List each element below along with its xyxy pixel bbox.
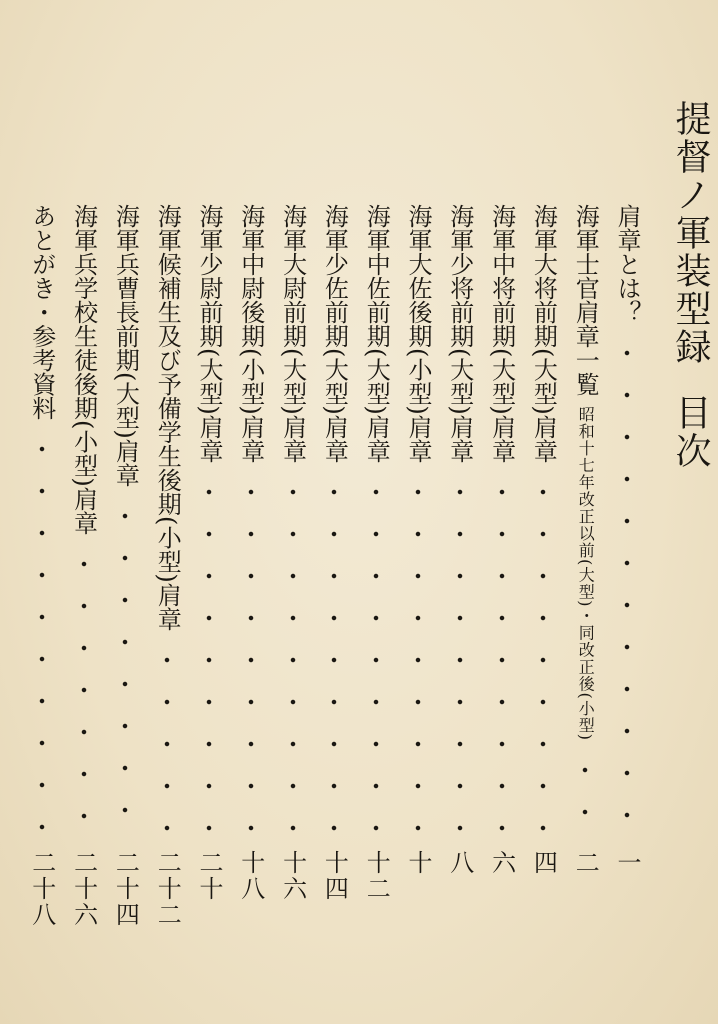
toc-entry[interactable] xyxy=(523,204,563,934)
dot-leader xyxy=(356,471,396,844)
entry-label: あとがき・参考資料 xyxy=(27,204,56,420)
dot-leader xyxy=(22,428,62,844)
dot-leader xyxy=(314,471,354,844)
page-number: 十六 xyxy=(278,850,307,902)
page-number: 二 xyxy=(571,850,600,876)
page-number: 八 xyxy=(445,850,474,876)
page-number: 二十 xyxy=(195,850,223,902)
dot-leader xyxy=(273,471,313,844)
toc-entry[interactable] xyxy=(231,204,271,934)
page-number: 二十四 xyxy=(111,850,140,928)
entry-label: 海軍中尉後期(小型)肩章 xyxy=(236,204,265,463)
entry-label: 海軍中将前期(大型)肩章 xyxy=(487,204,516,463)
dot-leader xyxy=(64,543,104,844)
entry-note: 昭和十七年改正以前(大型)・同改正後(小型) xyxy=(576,406,596,741)
toc-entry[interactable] xyxy=(314,204,354,934)
dot-leader xyxy=(523,471,563,844)
dot-leader xyxy=(565,749,605,844)
dot-leader xyxy=(189,471,229,844)
entry-label: 海軍士官肩章一覧 xyxy=(571,204,600,396)
title-main: 提督ノ軍装型録 xyxy=(670,100,711,366)
dot-leader xyxy=(398,471,438,844)
entry-label: 海軍少尉前期(大型)肩章 xyxy=(195,204,223,463)
page-number: 二十六 xyxy=(69,850,98,928)
entry-label: 海軍候補生及び予備学生後期(小型)肩章 xyxy=(153,204,182,631)
dot-leader xyxy=(231,471,271,844)
toc-entry[interactable] xyxy=(356,204,396,934)
toc-entry[interactable] xyxy=(273,204,313,934)
page-number: 二十八 xyxy=(27,850,56,928)
entry-label: 海軍中佐前期(大型)肩章 xyxy=(362,204,391,463)
page-number: 十八 xyxy=(236,850,265,902)
dot-leader xyxy=(105,495,145,844)
page-number: 十二 xyxy=(362,850,391,902)
entry-label: 海軍大尉前期(大型)肩章 xyxy=(278,204,307,463)
page-number: 四 xyxy=(529,850,558,876)
toc-entry[interactable] xyxy=(565,204,605,934)
toc-entry[interactable] xyxy=(440,204,480,934)
page-number: 十 xyxy=(404,850,432,876)
dot-leader xyxy=(607,332,647,844)
dot-leader xyxy=(147,639,187,844)
page-number: 一 xyxy=(613,850,641,876)
entry-label: 海軍少佐前期(大型)肩章 xyxy=(320,204,349,463)
entry-label: 肩章とは？ xyxy=(613,204,641,324)
page-title xyxy=(668,100,712,470)
toc-entry[interactable] xyxy=(22,204,62,934)
page-number: 十四 xyxy=(320,850,349,902)
toc-entry[interactable] xyxy=(607,204,647,934)
toc-entry[interactable] xyxy=(482,204,522,934)
entry-label: 海軍大将前期(大型)肩章 xyxy=(529,204,558,463)
toc-entry[interactable] xyxy=(64,204,104,934)
toc-entry[interactable] xyxy=(105,204,145,934)
entry-label: 海軍兵曹長前期(大型)肩章 xyxy=(111,204,140,487)
entry-label: 海軍兵学校生徒後期(小型)肩章 xyxy=(69,204,98,535)
title-sub: 目次 xyxy=(670,394,711,470)
page-number: 六 xyxy=(487,850,516,876)
toc-entry[interactable] xyxy=(398,204,438,934)
entry-label: 海軍大佐後期(小型)肩章 xyxy=(404,204,432,463)
entry-label: 海軍少将前期(大型)肩章 xyxy=(445,204,474,463)
dot-leader xyxy=(482,471,522,844)
dot-leader xyxy=(440,471,480,844)
toc-entry[interactable] xyxy=(189,204,229,934)
page-number: 二十二 xyxy=(153,850,182,928)
toc-entry[interactable] xyxy=(147,204,187,934)
